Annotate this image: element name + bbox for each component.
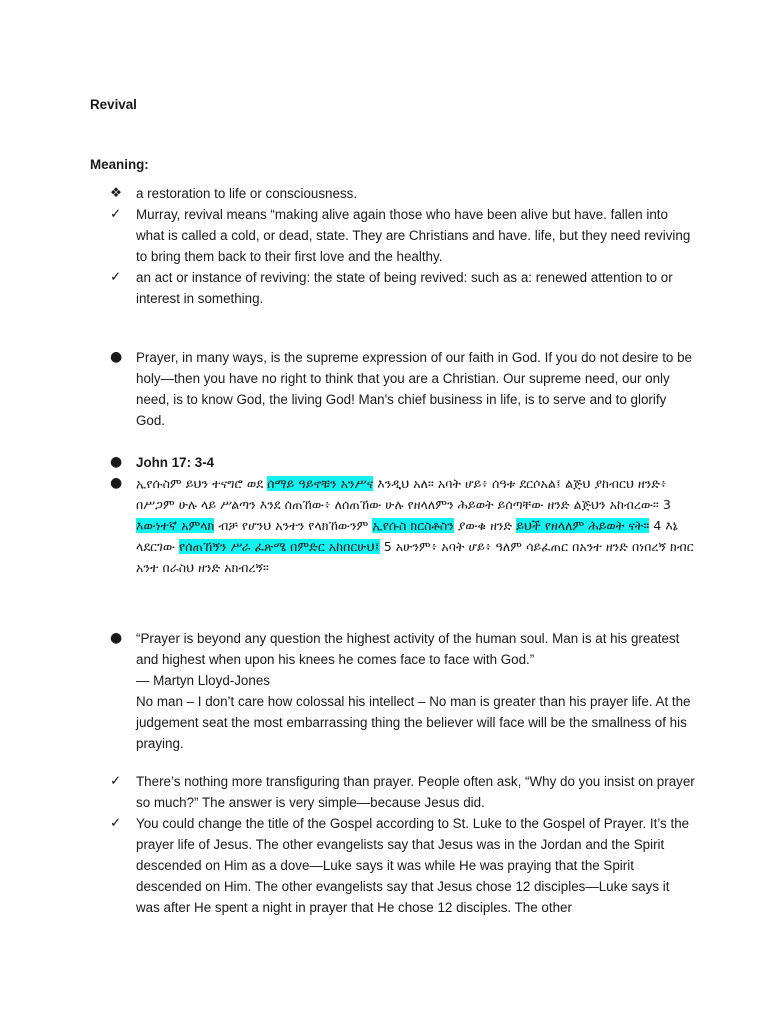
- checkmark-bullet-icon: ✓: [110, 270, 122, 285]
- quote-comment: No man – I don’t care how colossal his intellect – No man is greater than his prayer life. At the judgement seat the most embarrassing thing the believer will face will be the smallness of his praying.: [136, 694, 691, 751]
- round-bullet-icon: ●: [110, 454, 123, 470]
- round-bullet-icon: ●: [110, 349, 123, 365]
- highlighted-scripture-segment: እውነተኛ አምላክ: [136, 518, 215, 533]
- scripture-list: [110, 452, 695, 578]
- prayer-paragraph-item: [110, 347, 695, 431]
- scripture-reference-item: [110, 452, 695, 473]
- checkmark-bullet-icon: ✓: [110, 774, 122, 789]
- scripture-segment: ኢየሱስም ይህን ተናግሮ ወደ: [136, 476, 268, 491]
- quote-text: “Prayer is beyond any question the highest activity of the human soul. Man is at his greatest and highest when upon his knees he comes face to face with God.”: [136, 631, 680, 667]
- document-title: Revival: [90, 97, 137, 112]
- closing-item: [110, 813, 695, 918]
- prayer-paragraph: Prayer, in many ways, is the supreme expression of our faith in God. If you do not desire to be holy—then you have no right to think that you are a Christian. Our supreme need, our only need, is to know God, the living God! Man's chief business in life, is to serve and to glorify God.: [136, 350, 692, 428]
- meaning-item-text: Murray, revival means “making alive again those who have been alive but have. fallen into what is called a cold, or dead, state. They are Christians and have. life, but they need reviving to bring them back to their first love and the healthy.: [136, 207, 691, 264]
- closing-item: [110, 771, 695, 813]
- scripture-segment: እንዲህ አለ። አባት ሆይ፥ ሰዓቱ ደርሶአል፤ ልጅህ ያከብርህ ዘንድ፥ በሥጋም ሁሉ ላይ ሥልጣን እንደ ሰጠኸው፥ ለሰጠኸው ሁሉ የዘላለምን ሕይወት ይሰጣቸው ዘንድ ልጅህን አከብረው። 3: [136, 476, 671, 512]
- highlighted-scripture-segment: ይህች የዘላለም ሕይወት ናት።: [516, 518, 650, 533]
- closing-item-text: There’s nothing more transfiguring than prayer. People often ask, “Why do you insist on prayer so much?” The answer is very simple—because Jesus did.: [136, 774, 695, 810]
- closing-list: [110, 771, 695, 918]
- scripture-passage: [136, 476, 694, 575]
- checkmark-bullet-icon: ✓: [110, 816, 122, 831]
- meaning-heading: Meaning:: [90, 157, 149, 172]
- quote-list: [110, 628, 695, 754]
- meaning-list: [110, 183, 695, 309]
- diamond-bullet-icon: ❖: [110, 186, 123, 201]
- scripture-segment: ብቻ የሆንህ አንተን የላክኸውንም: [214, 518, 373, 533]
- meaning-item-text: a restoration to life or consciousness.: [136, 186, 358, 201]
- quote-author: — Martyn Lloyd-Jones: [136, 673, 270, 688]
- closing-item-text: You could change the title of the Gospel according to St. Luke to the Gospel of Prayer. It’s the prayer life of Jesus. The other evangelists say that Jesus was in the Jordan and the Spirit descended on Him as a dove—Luke says it was while He was praying that the Spirit descended on Him. The other evangelists say that Jesus chose 12 disciples—Luke says it was after He spent a night in prayer that He chose 12 disciples. The other: [136, 816, 690, 915]
- scripture-segment: ያውቁ ዘንድ: [453, 518, 517, 533]
- prayer-list: [110, 347, 695, 431]
- scripture-reference: John 17: 3-4: [136, 455, 215, 470]
- highlighted-scripture-segment: ሰማይ ዓይኖቹን አንሥና: [267, 476, 374, 491]
- highlighted-scripture-segment: የሰጠኸኝን ሥራ ፈጽሜ በምድር አከበርሁህ፤: [179, 539, 380, 554]
- highlighted-scripture-segment: ኢየሱስ ክርስቶስን: [372, 518, 454, 533]
- scripture-segment: 4 እኔ ላደርገው: [136, 518, 678, 554]
- meaning-item: [110, 267, 695, 309]
- quote-item: [110, 628, 695, 754]
- meaning-item-text: an act or instance of reviving: the state of being revived: such as a: renewed attention to or interest in something.: [136, 270, 673, 306]
- meaning-item: [110, 183, 695, 204]
- round-bullet-icon: ●: [110, 630, 123, 646]
- meaning-item: [110, 204, 695, 267]
- scripture-segment: 5 አሁንም፥ አባት ሆይ፥ ዓለም ሳይፈጠር በአንተ ዘንድ በነበረኝ ክብር አንተ በራስህ ዘንድ አክብረኝ።: [136, 539, 694, 575]
- checkmark-bullet-icon: ✓: [110, 207, 122, 222]
- scripture-passage-item: [110, 473, 695, 578]
- round-bullet-icon: ●: [110, 475, 123, 491]
